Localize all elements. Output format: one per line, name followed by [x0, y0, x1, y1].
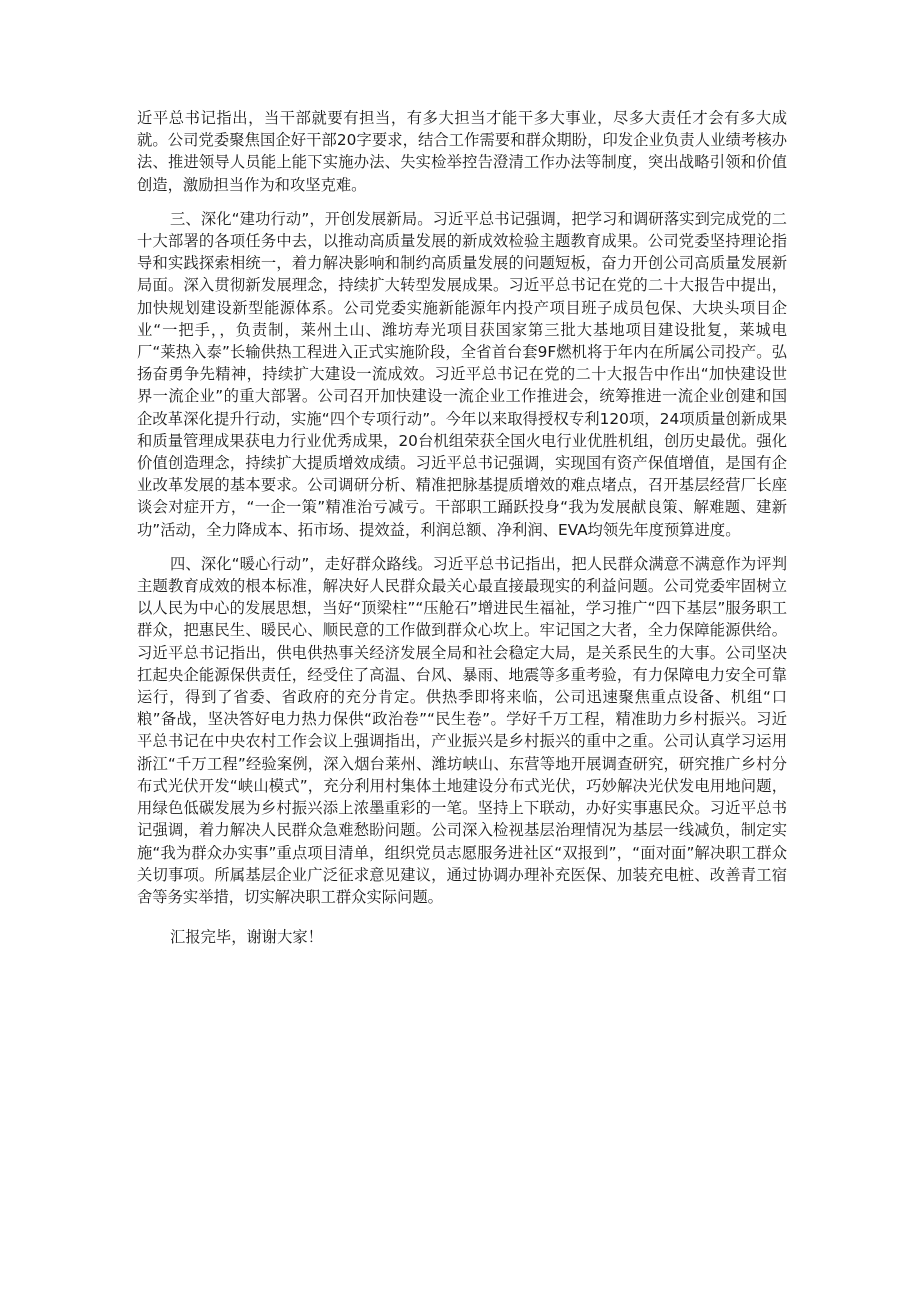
paragraph-section-four-warm-heart: 四、深化“暖心行动”，走好群众路线。习近平总书记指出，把人民群众满意不满意作为评判主题教育成效的根本标准，解决好人民群众最关心最直接最现实的利益问题。公司党委牢固树立以人民为中心的发展思想，当好“顶梁柱”“压舱石”增进民生福祉，学习推广“四下基层”服务职工群众，把惠民生、暖民心、顺民意的工作做到群众心坎上。牢记国之大者，全力保障能源供给。习近平总书记指出，供电供热事关经济发展全局和社会稳定大局，是关系民生的大事。公司坚决扛起央企能源保供责任，经受住了高温、台风、暴雨、地震等多重考验，有力保障电力安全可靠运行，得到了省委、省政府的充分肯定。供热季即将来临，公司迅速聚焦重点设备、机组“口粮”备战，坚决答好电力热力保供“政治卷”“民生卷”。学好千万工程，精准助力乡村振兴。习近平总书记在中央农村工作会议上强调指出，产业振兴是乡村振兴的重中之重。公司认真学习运用浙江“千万工程”经验案例，深入烟台莱州、潍坊峡山、东营等地开展调查研究，研究推广乡村分布式光伏开发“峡山模式”，充分利用村集体土地建设分布式光伏，巧妙解决光伏发电用地问题，用绿色低碳发展为乡村振兴添上浓墨重彩的一笔。坚持上下联动，办好实事惠民众。习近平总书记强调，着力解决人民群众急难愁盼问题。公司深入检视基层治理情况为基层一线减负，制定实施“我为群众办实事”重点项目清单，组织党员志愿服务进社区“双报到”，“面对面”解决职工群众关切事项。所属基层企业广泛征求意见建议，通过协调办理补充医保、加装充电桩、改善青工宿舍等务实举措，切实解决职工群众实际问题。 — [137, 554, 787, 906]
paragraph-closing: 汇报完毕，谢谢大家！ — [170, 928, 323, 947]
paragraph-cadre-responsibility: 近平总书记指出，当干部就要有担当，有多大担当才能干多大事业，尽多大责任才会有多大成就。公司党委聚焦国企好干部20字要求，结合工作需要和群众期盼，印发企业负责人业绩考核办法、推进领导人员能上能下实施办法、失实检举控告澄清工作办法等制度，突出战略引领和价值创造，激励担当作为和攻坚克难。 — [137, 109, 787, 194]
document-body — [137, 107, 787, 960]
paragraph-section-three-construction: 三、深化“建功行动”，开创发展新局。习近平总书记强调，把学习和调研落实到完成党的二十大部署的各项任务中去，以推动高质量发展的新成效检验主题教育成果。公司党委坚持理论指导和实践探索相统一，着力解决影响和制约高质量发展的问题短板，奋力开创公司高质量发展新局面。深入贯彻新发展理念，持续扩大转型发展成果。习近平总书记在党的二十大报告中提出，加快规划建设新型能源体系。公司党委实施新能源年内投产项目班子成员包保、大块头项目企业“一把手，，负责制，莱州土山、潍坊寿光项目获国家第三批大基地项目建设批复，莱城电厂“莱热入泰”长输供热工程进入正式实施阶段，全省首台套9F燃机将于年内在所属公司投产。弘扬奋勇争先精神，持续扩大建设一流成效。习近平总书记在党的二十大报告中作出“加快建设世界一流企业”的重大部署。公司召开加快建设一流企业工作推进会，统筹推进一流企业创建和国企改革深化提升行动，实施“四个专项行动”。今年以来取得授权专利120项，24项质量创新成果和质量管理成果获电力行业优秀成果，20台机组荣获全国火电行业优胜机组，创历史最优。强化价值创造理念，持续扩大提质增效成绩。习近平总书记强调，实现国有资产保值增值，是国有企业改革发展的基本要求。公司调研分析、精准把脉基提质增效的难点堵点，召开基层经营厂长座谈会对症开方，“一企一策”精准治亏减亏。干部职工踊跃投身“我为发展献良策、解难题、建新功”活动，全力降成本、拓市场、提效益，利润总额、净利润、EVA均领先年度预算进度。 — [137, 209, 787, 539]
